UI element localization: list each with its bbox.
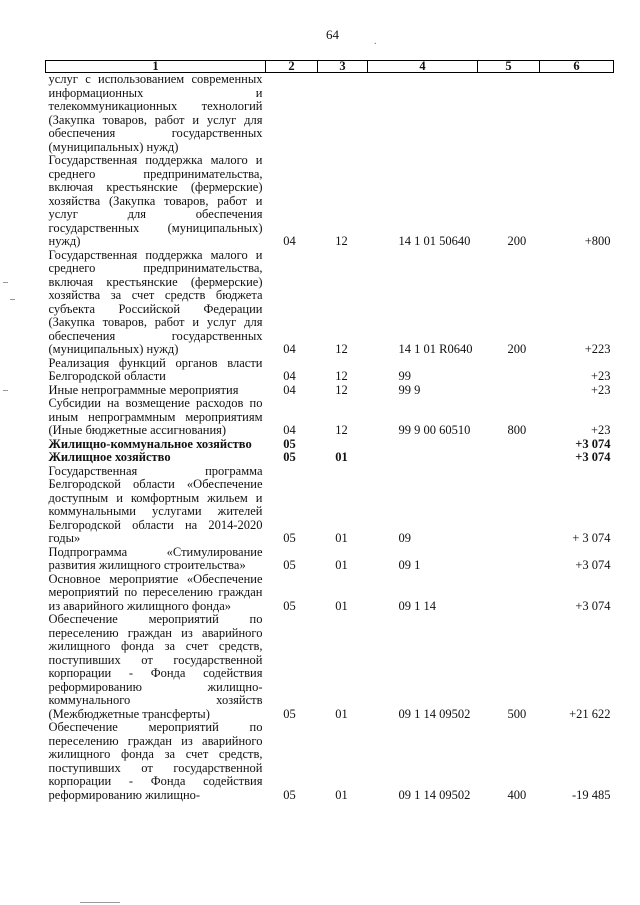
row-name-cell: Жилищное хозяйство — [48, 450, 171, 464]
subsection-cell: 12 — [335, 234, 348, 248]
section-cell: 04 — [283, 342, 296, 356]
scan-margin-mark — [10, 299, 15, 300]
row-name-cell: Основное мероприятие «Обеспечение мероприятий по переселению граждан из аварийного жилищного фонда» — [48, 571, 263, 613]
target-article-cell — [368, 451, 478, 465]
table-row — [46, 73, 614, 155]
section-cell: 05 — [283, 787, 296, 802]
target-article-cell — [368, 73, 478, 155]
row-name-cell: Государственная поддержка малого и среднего предпринимательства, включая крестьянские (фермерские) хозяйства за счет средств бюджета субъекта Российской Федерации (Закупка товаров, работ и услуг для обеспечения государственных (муниципальных) нужд) — [48, 247, 263, 356]
target-article-cell: 09 1 14 09502 — [398, 787, 471, 802]
amount-cell: +3 074 — [575, 436, 611, 451]
amount-cell — [540, 73, 614, 155]
amount-cell: +800 — [584, 234, 611, 248]
section-cell: 04 — [283, 234, 296, 248]
page-number: 64 — [326, 27, 339, 42]
table-row — [46, 154, 614, 249]
amount-cell: +23 — [590, 369, 611, 383]
section-cell: 05 — [283, 706, 296, 721]
expense-type-cell — [478, 451, 540, 465]
section-cell: 04 — [283, 382, 296, 397]
table-header-row — [46, 61, 614, 73]
amount-cell: +3 074 — [575, 450, 611, 464]
subsection-cell: 01 — [335, 598, 348, 613]
expense-type-cell: 500 — [507, 706, 527, 721]
table-row — [46, 546, 614, 573]
subsection-cell: 12 — [335, 423, 348, 437]
table-body — [46, 73, 614, 803]
expense-type-cell — [478, 73, 540, 155]
table-row — [46, 573, 614, 614]
subsection-cell: 12 — [335, 369, 348, 383]
table-row — [46, 249, 614, 357]
target-article-cell: 99 9 — [398, 382, 421, 397]
subsection-cell: 01 — [335, 558, 348, 572]
table-row — [46, 384, 614, 398]
header-col-5: 5 — [478, 61, 540, 73]
row-name-cell: Субсидии на возмещение расходов по иным непрограммным мероприятиям (Иные бюджетные ассигнования) — [48, 396, 263, 437]
expense-type-cell — [478, 438, 540, 452]
expense-type-cell: 400 — [507, 787, 527, 802]
expense-type-cell: 200 — [507, 342, 527, 356]
target-article-cell: 09 1 14 09502 — [398, 706, 471, 721]
table-row — [46, 357, 614, 384]
target-article-cell: 09 1 14 — [398, 598, 436, 613]
header-col-2: 2 — [266, 61, 318, 73]
expense-type-cell — [478, 357, 540, 384]
target-article-cell: 14 1 01 50640 — [398, 234, 471, 248]
table-row — [46, 438, 614, 452]
expense-type-cell — [478, 546, 540, 573]
header-col-6: 6 — [540, 61, 614, 73]
amount-cell: +23 — [590, 382, 611, 397]
table-row — [46, 397, 614, 438]
budget-table — [45, 60, 614, 802]
amount-cell: + 3 074 — [572, 531, 611, 545]
row-name-cell: Иные непрограммные мероприятия — [48, 382, 239, 397]
table-row — [46, 451, 614, 465]
section-cell: 05 — [283, 450, 296, 464]
row-name-cell: Реализация функций органов власти Белгородской области — [48, 355, 263, 383]
table-row — [46, 613, 614, 721]
expense-type-cell — [478, 384, 540, 398]
expense-type-cell — [478, 573, 540, 614]
target-article-cell — [368, 438, 478, 452]
amount-cell: +223 — [584, 342, 611, 356]
expense-type-cell: 200 — [507, 234, 527, 248]
target-article-cell: 14 1 01 R0640 — [398, 342, 473, 356]
header-col-4: 4 — [368, 61, 478, 73]
amount-cell: +3 074 — [575, 598, 611, 613]
target-article-cell: 09 1 — [398, 558, 421, 572]
table-row — [46, 465, 614, 546]
target-article-cell: 09 — [398, 531, 411, 545]
section-cell: 04 — [283, 423, 296, 437]
subsection-cell: 01 — [335, 706, 348, 721]
row-name-cell: Государственная программа Белгородской области «Обеспечение доступным и комфортным жильем и коммунальными услугами жителей Белгородской области на 2014-2020 годы» — [48, 463, 263, 545]
section-cell: 05 — [283, 598, 296, 613]
subsection-cell: 12 — [335, 382, 348, 397]
expense-type-cell: 800 — [507, 423, 527, 437]
subsection-cell: 12 — [335, 342, 348, 356]
row-name-cell: Подпрограмма «Стимулирование развития жилищного строительства» — [48, 544, 263, 572]
amount-cell: +23 — [590, 423, 611, 437]
row-name-cell: Государственная поддержка малого и среднего предпринимательства, включая крестьянские (фермерские) хозяйства (Закупка товаров, работ и услуг для обеспечения государственных (муниципальных) нужд) — [48, 153, 263, 248]
table-row — [46, 721, 614, 802]
scan-margin-mark — [80, 902, 120, 903]
section-cell: 05 — [283, 558, 296, 572]
header-col-1: 1 — [46, 61, 266, 73]
section-cell: 04 — [283, 369, 296, 383]
row-name-cell: Обеспечение мероприятий по переселению граждан из аварийного жилищного фонда за счет средств, поступивших от государственной корпорации - Фонда содействия реформированию жилищно- — [48, 720, 263, 802]
subsection-cell: 01 — [335, 531, 348, 545]
section-cell: 05 — [283, 436, 296, 451]
row-name-cell: услуг с использованием современных информационных и телекоммуникационных технологий (Закупка товаров, работ и услуг для обеспечения государственных (муниципальных) нужд) — [48, 72, 263, 154]
header-col-3: 3 — [318, 61, 368, 73]
target-article-cell: 99 9 00 60510 — [398, 423, 471, 437]
expense-type-cell — [478, 465, 540, 546]
scan-margin-mark — [3, 390, 8, 391]
scan-margin-mark — [3, 282, 8, 283]
row-name-cell: Обеспечение мероприятий по переселению граждан из аварийного жилищного фонда за счет средств, поступивших от государственной корпорации - Фонда содействия реформированию жилищно-коммунального хозяйств (Межбюджетные трансферты) — [48, 612, 263, 721]
subsection-cell: 01 — [335, 450, 348, 464]
subsection-cell: 01 — [335, 787, 348, 802]
row-name-cell: Жилищно-коммунальное хозяйство — [48, 436, 252, 451]
subsection-cell — [318, 438, 368, 452]
section-cell — [266, 73, 318, 155]
amount-cell: +3 074 — [575, 558, 611, 572]
target-article-cell: 99 — [398, 369, 411, 383]
amount-cell: +21 622 — [569, 706, 611, 721]
amount-cell: -19 485 — [571, 787, 611, 802]
subsection-cell — [318, 73, 368, 155]
page-scan-mark: . — [374, 36, 377, 47]
section-cell: 05 — [283, 531, 296, 545]
table-header — [46, 61, 614, 73]
